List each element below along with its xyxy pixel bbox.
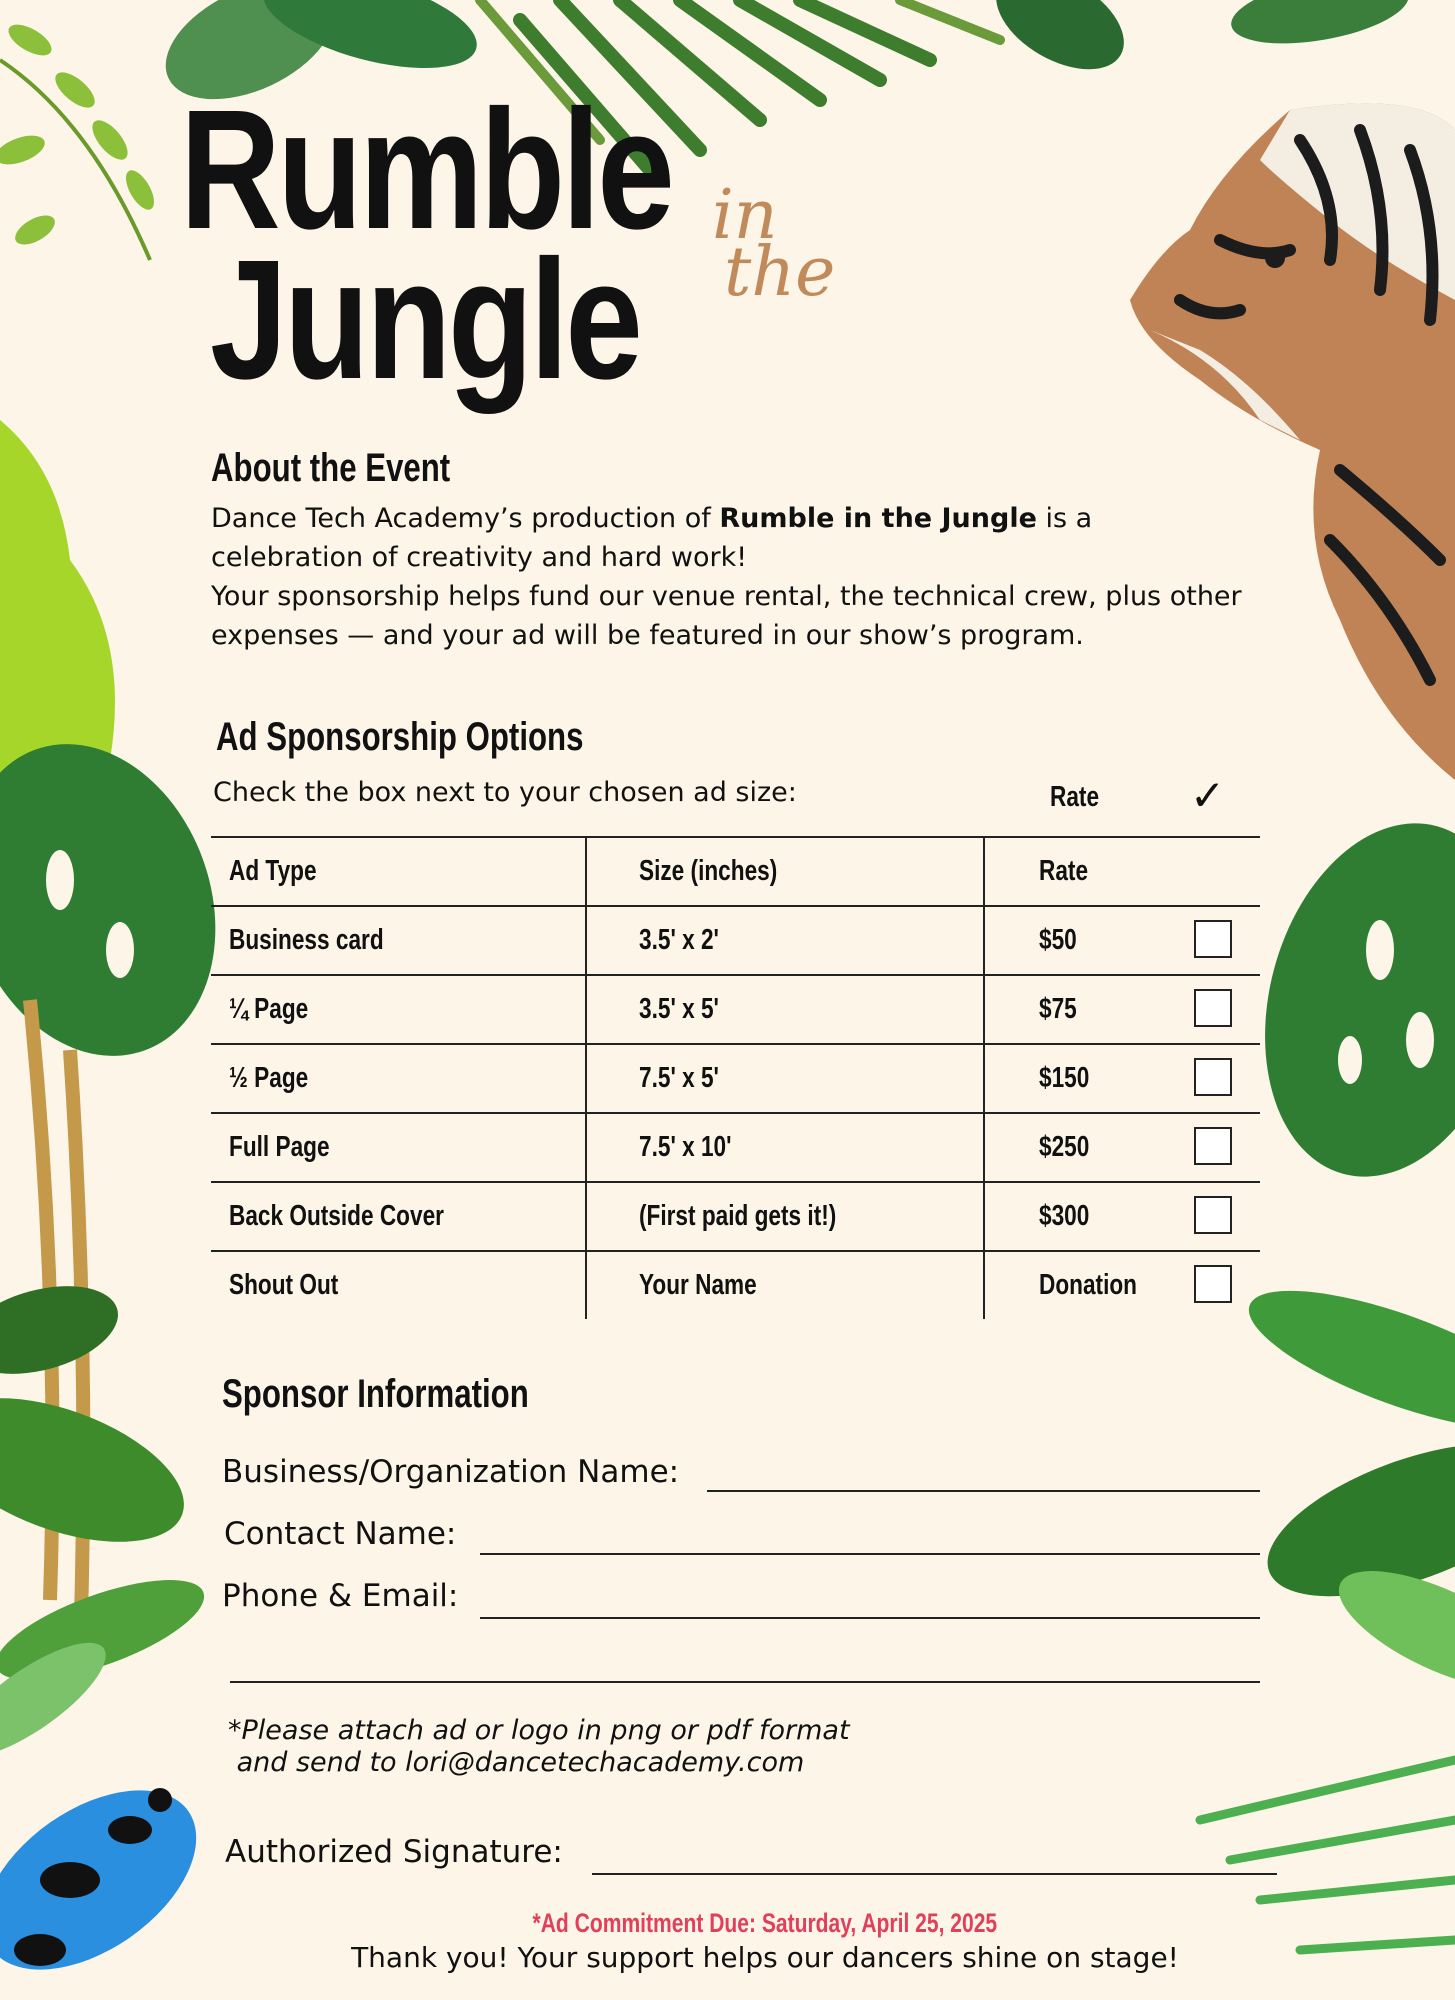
extra-info-field[interactable] xyxy=(230,1681,1260,1683)
select-half-page-checkbox[interactable] xyxy=(1194,1058,1232,1096)
options-instruction: Check the box next to your chosen ad size: xyxy=(213,777,797,808)
ad-size: 7.5' x 5' xyxy=(639,1062,719,1094)
ad-type: Full Page xyxy=(229,1131,330,1163)
attach-note-line1: *Please attach ad or logo in png or pdf format xyxy=(228,1715,850,1746)
ad-options-table xyxy=(211,836,1260,1319)
sponsor-heading: Sponsor Information xyxy=(222,1372,529,1416)
right-monstera-icon xyxy=(1228,795,1455,1205)
col-header-ad-type: Ad Type xyxy=(229,855,317,887)
check-mark-icon: ✓ xyxy=(1190,771,1226,820)
ad-type: Shout Out xyxy=(229,1269,339,1301)
contact-name-field[interactable] xyxy=(480,1553,1260,1555)
table-row xyxy=(211,975,1260,1044)
title-in: in xyxy=(712,176,778,255)
select-back-cover-checkbox[interactable] xyxy=(1194,1196,1232,1234)
commitment-deadline: *Ad Commitment Due: Saturday, April 25, 2025 xyxy=(532,1908,998,1938)
title-rumble: Rumble xyxy=(180,75,672,265)
business-name-field[interactable] xyxy=(707,1490,1260,1492)
ad-rate: $150 xyxy=(1039,1062,1090,1094)
select-shout-out-checkbox[interactable] xyxy=(1194,1265,1232,1303)
ad-size: (First paid gets it!) xyxy=(639,1200,837,1232)
table-row xyxy=(211,1182,1260,1251)
phone-email-field[interactable] xyxy=(480,1617,1260,1619)
table-header-row xyxy=(211,837,1260,906)
about-heading: About the Event xyxy=(211,446,451,490)
about-paragraph xyxy=(211,499,1251,655)
ad-type: Back Outside Cover xyxy=(229,1200,444,1232)
ad-size: Your Name xyxy=(639,1269,757,1301)
table-row xyxy=(211,1251,1260,1319)
signature-field[interactable] xyxy=(592,1873,1277,1875)
about-text-pre: Dance Tech Academy’s production of xyxy=(211,503,720,534)
ad-type: ½ Page xyxy=(229,1062,309,1094)
deadline-wrap xyxy=(0,1908,1455,1939)
rate-header: Rate xyxy=(1050,781,1100,813)
signature-label: Authorized Signature: xyxy=(225,1834,563,1870)
ad-size: 3.5' x 5' xyxy=(639,993,719,1025)
ad-rate: $300 xyxy=(1039,1200,1090,1232)
ad-rate: Donation xyxy=(1039,1269,1138,1301)
ad-size: 7.5' x 10' xyxy=(639,1131,732,1163)
ad-rate: $250 xyxy=(1039,1131,1090,1163)
ad-rate: $75 xyxy=(1039,993,1077,1025)
table-row xyxy=(211,906,1260,975)
attach-note-line2: and send to lori@dancetechacademy.com xyxy=(228,1747,805,1778)
options-heading: Ad Sponsorship Options xyxy=(216,715,584,759)
phone-email-label: Phone & Email: xyxy=(222,1578,459,1614)
select-full-page-checkbox[interactable] xyxy=(1194,1127,1232,1165)
col-header-size: Size (inches) xyxy=(639,855,778,887)
right-bottom-leaves-icon xyxy=(1200,1263,1455,1950)
ad-size: 3.5' x 2' xyxy=(639,924,719,956)
table-row xyxy=(211,1113,1260,1182)
left-bottom-leaves-icon xyxy=(0,1271,215,1777)
ad-type: Business card xyxy=(229,924,384,956)
ad-rate: $50 xyxy=(1039,924,1077,956)
title-jungle: Jungle xyxy=(210,225,640,415)
about-text-post: is a celebration of creativity and hard work! xyxy=(211,503,1093,573)
about-text-sponsorship: Your sponsorship helps fund our venue rental, the technical crew, plus other expenses — and your ad will be featured in our show’s program. xyxy=(211,581,1242,651)
event-name: Rumble in the Jungle xyxy=(719,503,1037,534)
top-left-vine-icon xyxy=(0,18,160,260)
tiger-icon xyxy=(1130,103,1455,780)
col-header-rate: Rate xyxy=(1039,855,1089,887)
business-name-label: Business/Organization Name: xyxy=(222,1454,680,1490)
select-business-card-checkbox[interactable] xyxy=(1194,920,1232,958)
table-row xyxy=(211,1044,1260,1113)
title-the: the xyxy=(724,233,836,312)
select-quarter-page-checkbox[interactable] xyxy=(1194,989,1232,1027)
ad-type: ¼ Page xyxy=(229,993,309,1025)
rate-column-label xyxy=(1050,781,1113,814)
contact-name-label: Contact Name: xyxy=(224,1516,457,1552)
thank-you-message: Thank you! Your support helps our dancers shine on stage! xyxy=(351,1941,1179,1974)
